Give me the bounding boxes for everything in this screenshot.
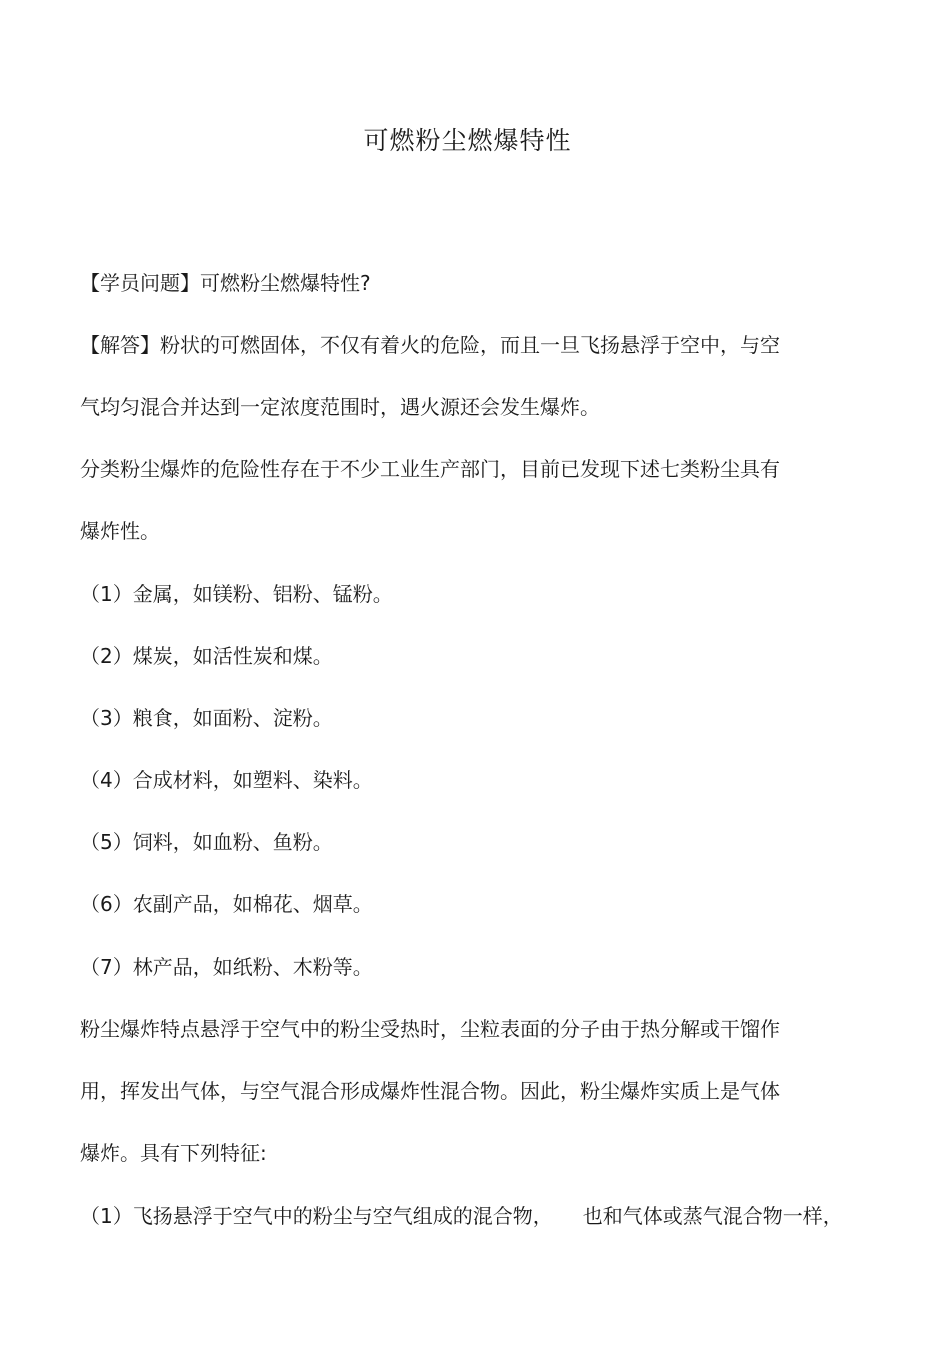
answer-paragraph-line-2: 气均匀混合并达到一定浓度范围时，遇火源还会发生爆炸。	[80, 395, 600, 419]
classification-paragraph-line-1: 分类粉尘爆炸的危险性存在于不少工业生产部门，目前已发现下述七类粉尘具有	[80, 457, 780, 481]
category-item: （3）粮食，如面粉、淀粉。	[80, 706, 333, 730]
category-item: （6）农副产品，如棉花、烟草。	[80, 892, 373, 916]
question-paragraph: 【学员问题】可燃粉尘燃爆特性?	[80, 271, 371, 295]
category-item: （4）合成材料，如塑料、染料。	[80, 768, 373, 792]
document-title: 可燃粉尘燃爆特性	[363, 126, 572, 155]
classification-paragraph-line-2: 爆炸性。	[80, 519, 160, 543]
feature-paragraph-line-3: 爆炸。具有下列特征:	[80, 1141, 267, 1165]
category-item: （7）林产品，如纸粉、木粉等。	[80, 955, 373, 979]
feature-item: （1）飞扬悬浮于空气中的粉尘与空气组成的混合物， 也和气体或蒸气混合物一样，	[80, 1204, 843, 1228]
category-item: （1）金属，如镁粉、铝粉、锰粉。	[80, 582, 393, 606]
answer-paragraph-line-1: 【解答】粉状的可燃固体，不仅有着火的危险，而且一旦飞扬悬浮于空中，与空	[80, 333, 780, 357]
category-item: （5）饲料，如血粉、鱼粉。	[80, 830, 333, 854]
feature-paragraph-line-2: 用，挥发出气体，与空气混合形成爆炸性混合物。因此，粉尘爆炸实质上是气体	[80, 1079, 780, 1103]
feature-paragraph-line-1: 粉尘爆炸特点悬浮于空气中的粉尘受热时，尘粒表面的分子由于热分解或干馏作	[80, 1017, 780, 1041]
category-item: （2）煤炭，如活性炭和煤。	[80, 644, 333, 668]
